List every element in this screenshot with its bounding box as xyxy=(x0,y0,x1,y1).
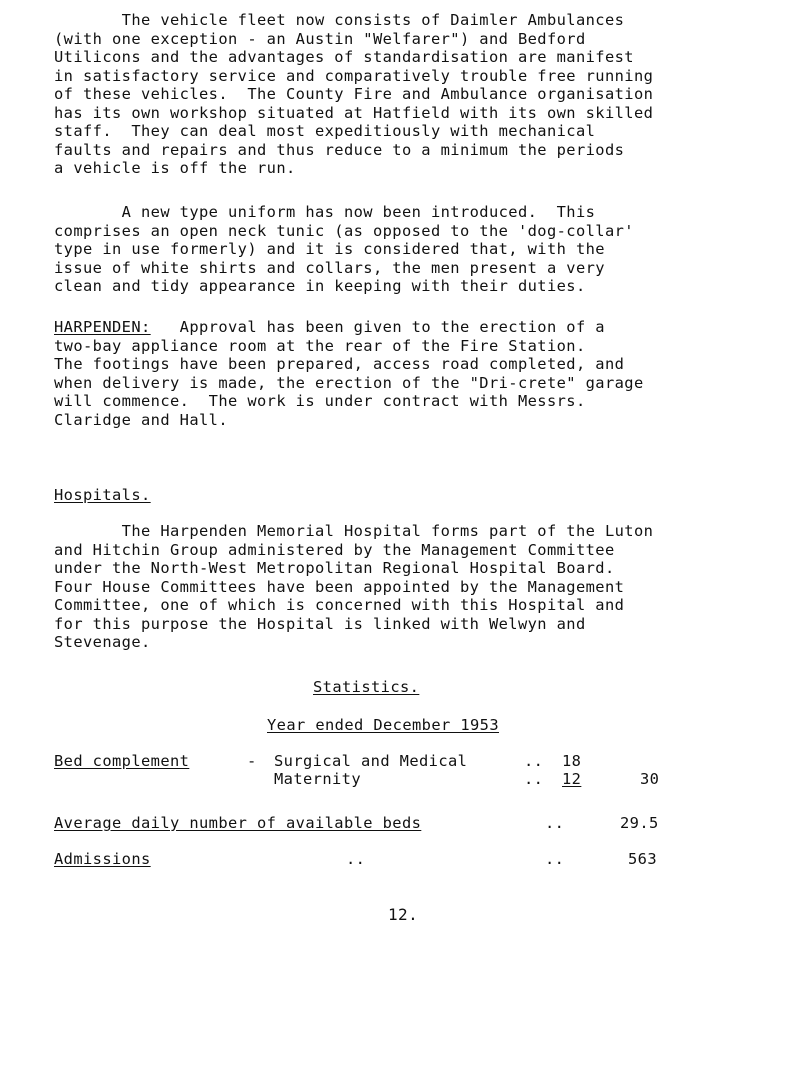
hospitals-heading: Hospitals. xyxy=(54,486,151,504)
average-beds-label: Average daily number of available beds xyxy=(54,814,422,832)
maternity-dots: .. xyxy=(524,770,544,788)
average-beds-dots: .. xyxy=(545,814,565,832)
average-beds-value: 29.5 xyxy=(620,814,659,832)
year-ended-label: Year ended December 1953 xyxy=(267,716,499,734)
admissions-value: 563 xyxy=(628,850,657,868)
maternity-value: 12 xyxy=(562,770,582,788)
maternity-label: Maternity xyxy=(274,770,361,788)
bed-complement-total: 30 xyxy=(640,770,660,788)
paragraph-hospital: The Harpenden Memorial Hospital forms part of the Luton and Hitchin Group administered by the Management Committee under the North-West Metropolitan Regional Hospital Board. Four House Committees have been appointed by the Management Committee, one of which is concerned with this Hospital and for this purpose the Hospital is linked with Welwyn and Stevenage. xyxy=(54,522,654,651)
harpenden-first-line: Approval has been given to the erection of a xyxy=(150,318,605,336)
bed-complement-label: Bed complement xyxy=(54,752,190,770)
paragraph-harpenden xyxy=(54,318,605,337)
paragraph-uniform: A new type uniform has now been introduced. This comprises an open neck tunic (as opposed to the 'dog-collar' type in use formerly) and it is considered that, with the issue of white shirts and collars, the men present a very clean and tidy appearance in keeping with their duties. xyxy=(54,203,634,295)
admissions-dots-2: .. xyxy=(545,850,565,868)
surgical-medical-label: Surgical and Medical xyxy=(274,752,468,770)
admissions-label: Admissions xyxy=(54,850,151,868)
page-number: 12. xyxy=(388,905,419,924)
admissions-dots-1: .. xyxy=(346,850,366,868)
surgical-dots: .. xyxy=(524,752,544,770)
surgical-medical-value: 18 xyxy=(562,752,582,770)
paragraph-vehicle-fleet: The vehicle fleet now consists of Daimler Ambulances (with one exception - an Austin "Welfarer") and Bedford Utilicons and the advantages of standardisation are manifest in satisfactory service and comparatively trouble free running of these vehicles. The County Fire and Ambulance organisation has its own workshop situated at Hatfield with its own skilled staff. They can deal most expeditiously with mechanical faults and repairs and thus reduce to a minimum the periods a vehicle is off the run. xyxy=(54,11,654,177)
statistics-heading: Statistics. xyxy=(313,678,420,696)
harpenden-label: HARPENDEN: xyxy=(54,318,151,336)
bed-complement-dash: - xyxy=(247,752,257,770)
paragraph-harpenden-rest: two-bay appliance room at the rear of the Fire Station. The footings have been prepared, access road completed, and when delivery is made, the erection of the "Dri-crete" garage will commence. The work is under contract with Messrs. Claridge and Hall. xyxy=(54,336,644,429)
